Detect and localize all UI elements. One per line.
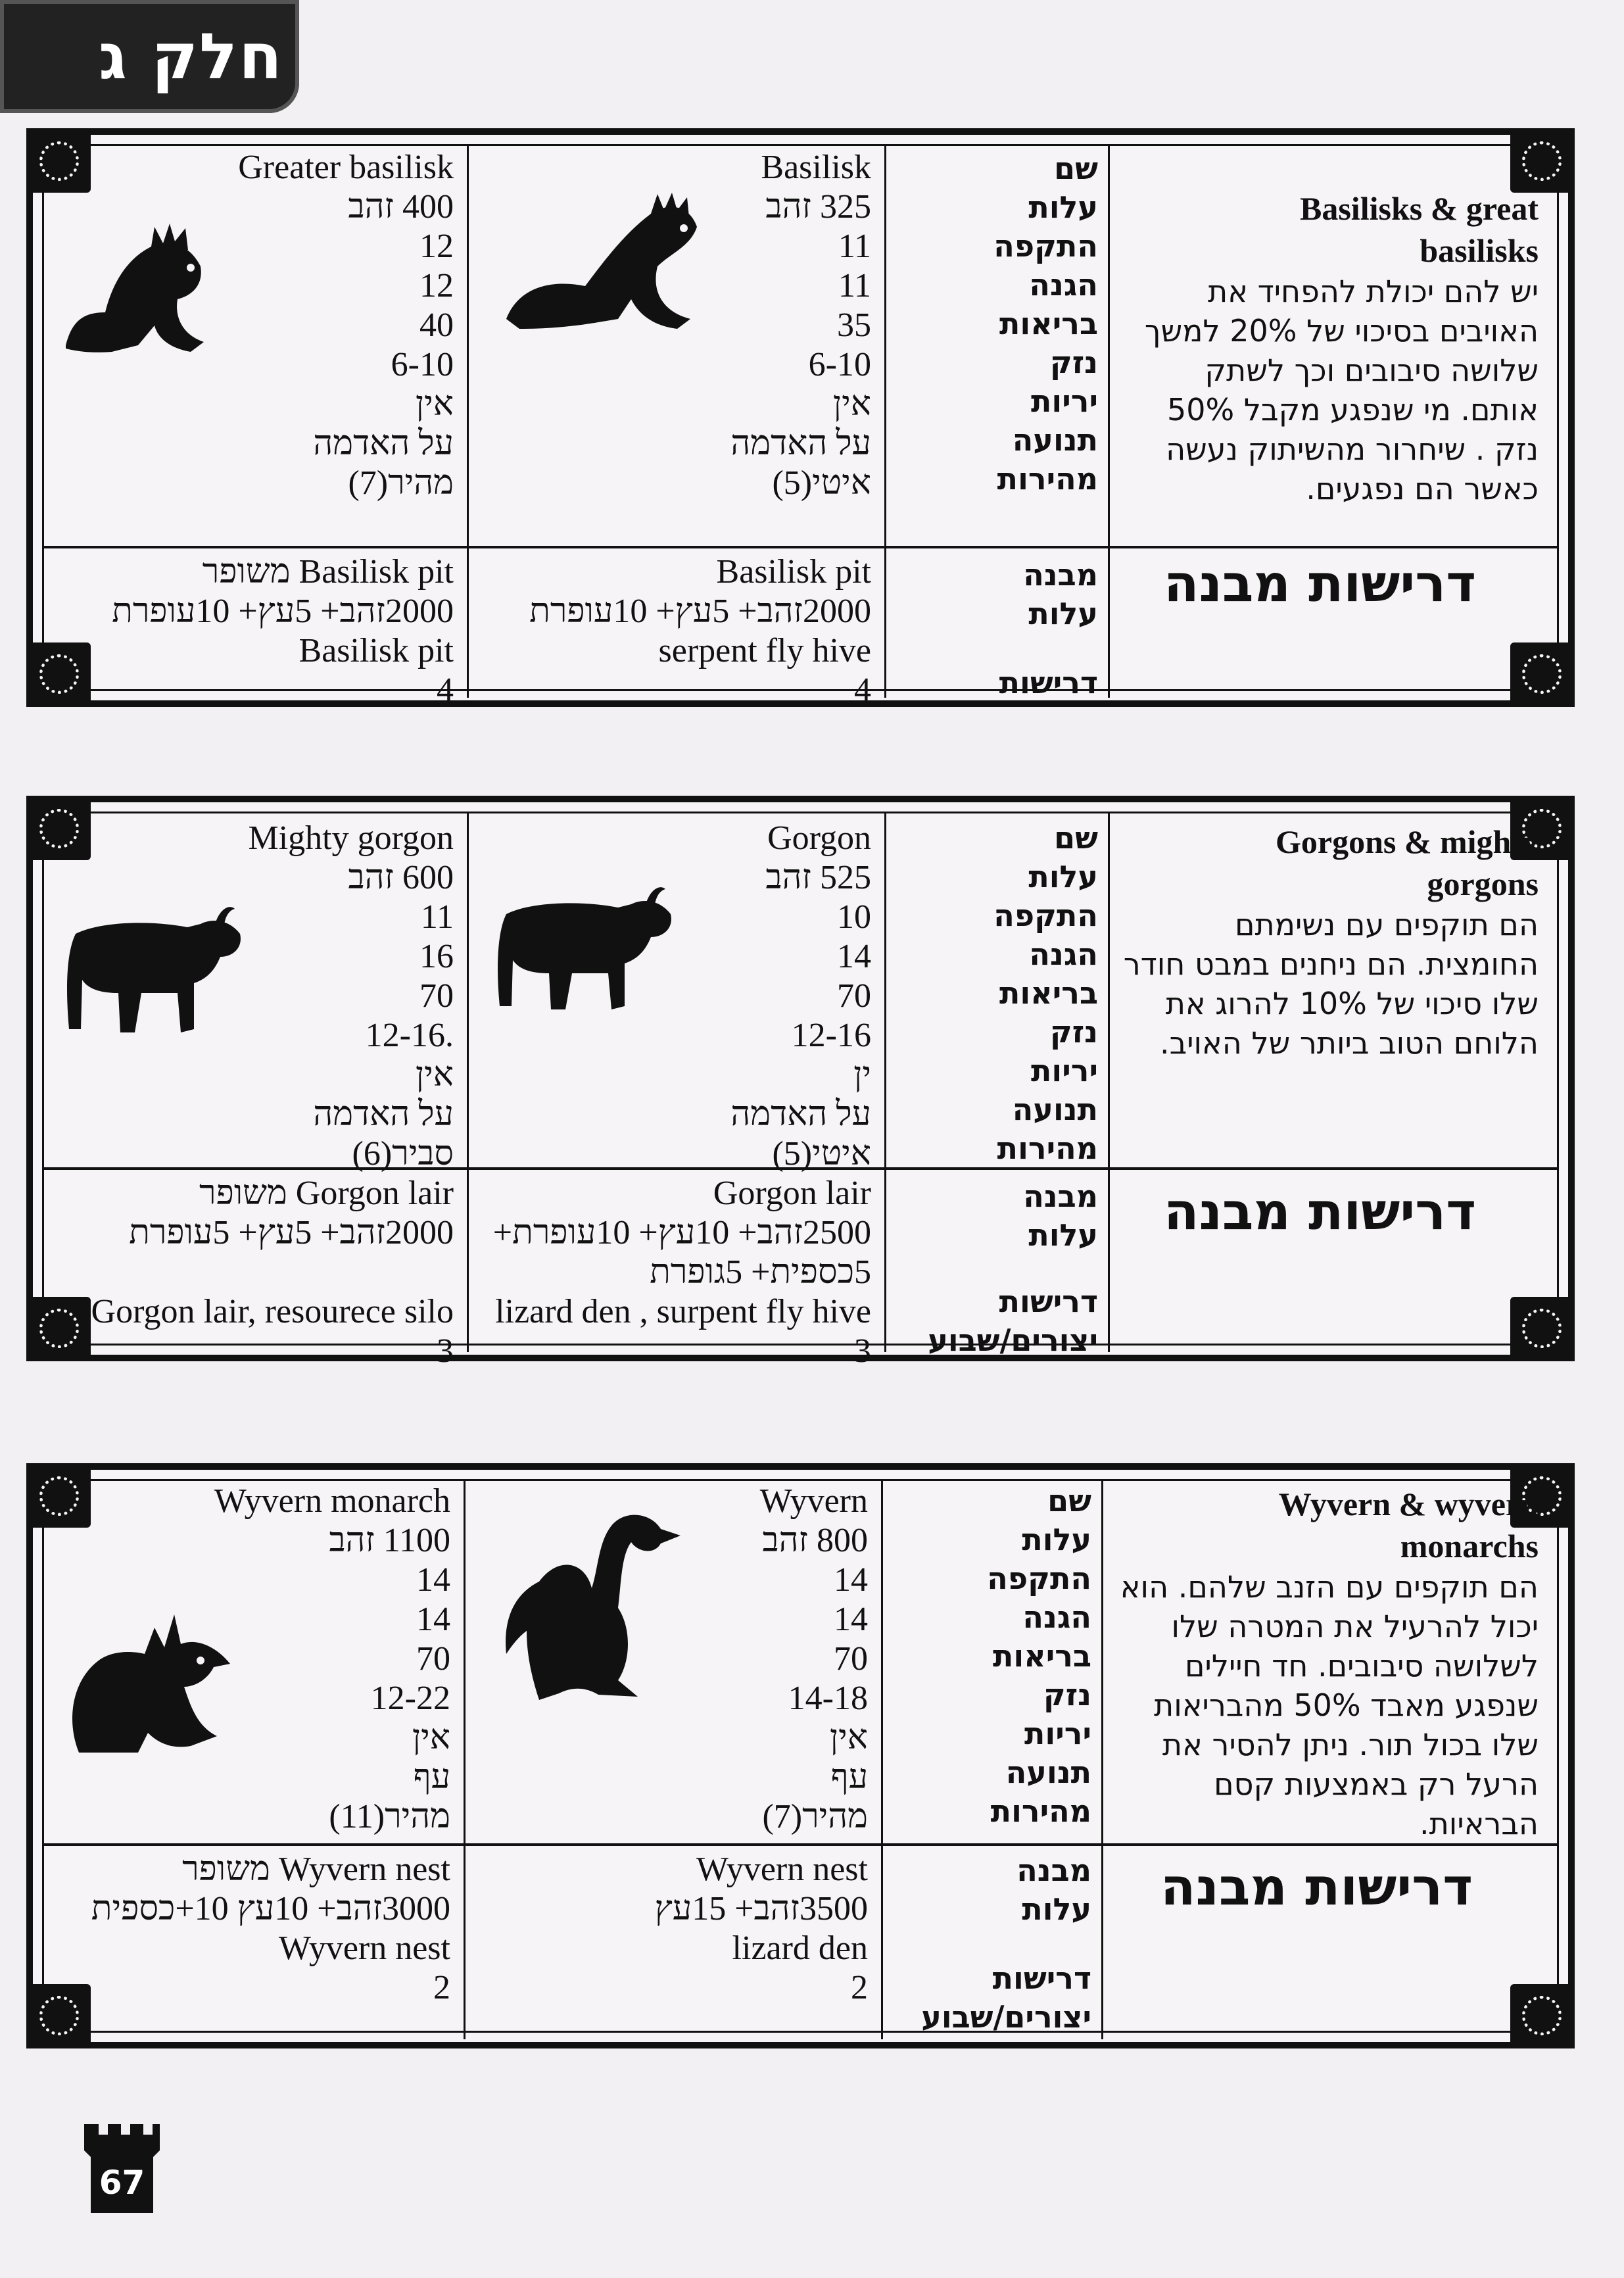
label-speed: מהירות [997, 1130, 1098, 1166]
unit-defense: 11 [838, 267, 871, 304]
column-divider [1108, 812, 1110, 1352]
gorgon-icon [493, 875, 684, 1019]
unit-name: Basilisk [761, 149, 871, 186]
building-growth: 3 [437, 1332, 454, 1370]
unit-health: 70 [416, 1640, 450, 1678]
unit-health: 40 [419, 306, 454, 344]
building-name: Gorgon lair [713, 1175, 871, 1212]
column-divider [1101, 1479, 1103, 2039]
unit-name: Wyvern [759, 1482, 868, 1520]
label-building-cost: עלות [1028, 596, 1098, 631]
unit-health: 70 [419, 977, 454, 1015]
unit-damage: 14-18 [788, 1680, 868, 1717]
unit-defense: 14 [416, 1601, 450, 1638]
requirements-title: דרישות מבנה [1160, 1858, 1473, 1917]
building-name: Basilisk pit משופר [202, 553, 454, 591]
greater-basilisk-icon [59, 214, 217, 358]
unit-health: 70 [834, 1640, 868, 1678]
building-basilisk [473, 552, 871, 710]
card-description [1118, 187, 1539, 508]
unit-movement: על האדמה [313, 1096, 454, 1133]
label-growth: יצורים/שבוע [921, 1999, 1091, 2035]
building-labels [891, 556, 1098, 702]
corner-ornament [1510, 642, 1573, 706]
building-requirements: Wyvern nest [278, 1929, 450, 1967]
label-name: שם [1054, 151, 1098, 186]
column-divider [881, 1479, 883, 2039]
unit-defense: 12 [419, 267, 454, 304]
column-divider [467, 812, 469, 1352]
card-description-text: הם תוקפים עם נשימתם החומצית. הם ניחנים במבט חודר שלו סיכוי של 10% להרוג את הלוחם הטוב ביותר של האויב. [1123, 907, 1539, 1061]
card-title-line-1: Gorgons & mighty [1276, 823, 1539, 860]
corner-ornament [1510, 1984, 1573, 2047]
unit-defense: 14 [834, 1601, 868, 1638]
mighty-gorgon-icon [62, 894, 253, 1046]
building-cost: 2000זהב+ 5עץ+ 5עופרת [129, 1214, 454, 1251]
unit-attack: 14 [834, 1561, 868, 1599]
unit-attack: 11 [838, 228, 871, 265]
column-divider [884, 812, 886, 1352]
unit-name: Wyvern monarch [214, 1482, 450, 1520]
label-shots: יריות [1031, 1053, 1098, 1088]
unit-damage: 12-16 [791, 1017, 871, 1054]
row-divider [42, 546, 1559, 548]
label-attack: התקפה [993, 898, 1098, 933]
building-labels [891, 1177, 1098, 1360]
label-defense: הגנה [1022, 1599, 1091, 1635]
card-title-line-1: Basilisks & great [1300, 190, 1539, 227]
unit-health: 35 [837, 306, 871, 344]
label-name: שם [1054, 820, 1098, 856]
unit-speed: מהיר(7) [348, 464, 454, 502]
unit-damage: 12-22 [370, 1680, 450, 1717]
card-title-line-2: monarchs [1400, 1528, 1539, 1564]
unit-cost: 1100 זהב [329, 1522, 450, 1559]
building-cost: 2000זהב+ 5עץ+ 10עופרת [529, 593, 871, 630]
unit-movement: על האדמה [730, 1096, 871, 1133]
label-building: מבנה [1016, 1853, 1091, 1888]
stat-labels [891, 819, 1098, 1168]
label-attack: התקפה [987, 1561, 1091, 1596]
label-shots: יריות [1031, 383, 1098, 419]
section-tab-label: חלק ג [99, 20, 284, 93]
card-description [1111, 1483, 1539, 1843]
card-title-line-2: basilisks [1420, 232, 1539, 269]
card-description [1118, 821, 1539, 1063]
building-cost: 3000זהב+ 10עץ 10+כספית [91, 1890, 450, 1927]
unit-name: Mighty gorgon [248, 819, 454, 857]
label-building-cost: עלות [1022, 1891, 1091, 1927]
label-shots: יריות [1024, 1716, 1091, 1751]
card-gorgons [26, 796, 1575, 1370]
unit-defense: 16 [419, 938, 454, 975]
building-requirements: serpent fly hive [658, 632, 871, 669]
unit-damage: .12-16 [365, 1017, 454, 1054]
basilisk-icon [493, 187, 710, 339]
column-divider [1108, 144, 1110, 698]
unit-cost: 600 זהב [348, 859, 454, 896]
unit-shots: ין [853, 1056, 871, 1094]
label-damage: נזק [1043, 1677, 1091, 1712]
unit-cost: 800 זהב [762, 1522, 868, 1559]
label-defense: הגנה [1029, 936, 1098, 972]
building-requirements: Basilisk pit [299, 632, 454, 669]
column-divider [884, 144, 886, 698]
building-wyvern-monarch [53, 1850, 450, 2008]
requirements-title: דרישות מבנה [1164, 554, 1477, 614]
building-cost-continued: 5כספית+ 5גופרת [650, 1253, 871, 1291]
label-movement: תנועה [1005, 1755, 1091, 1790]
building-growth: 4 [854, 671, 871, 709]
label-damage: נזק [1049, 345, 1098, 380]
column-divider [467, 144, 469, 698]
card-basilisks [26, 128, 1575, 707]
unit-attack: 14 [416, 1561, 450, 1599]
label-growth: יצורים/שבוע [928, 1322, 1098, 1358]
page-number: 67 [99, 2164, 145, 2202]
unit-shots: אין [412, 1719, 450, 1757]
unit-damage: 6-10 [391, 346, 454, 383]
building-growth: 2 [433, 1969, 450, 2006]
unit-movement: עף [413, 1758, 450, 1796]
building-cost: 2500זהב+ 10עץ+ 10עופרת+ [492, 1214, 871, 1251]
building-cost: 3500זהב+ 15עץ [654, 1890, 868, 1927]
building-cost: 2000זהב+ 5עץ+ 10עופרת [112, 593, 454, 630]
requirements-title: דרישות מבנה [1164, 1182, 1477, 1242]
label-cost: עלות [1028, 189, 1098, 225]
label-cost: עלות [1028, 859, 1098, 894]
unit-speed: סביר(6) [352, 1135, 454, 1173]
column-divider [464, 1479, 466, 2039]
card-title-line-1: Wyvern & wyvern [1278, 1486, 1539, 1522]
building-name: Basilisk pit [716, 553, 871, 591]
unit-shots: אין [832, 385, 871, 423]
building-requirements: lizard den , surpent fly hive [495, 1293, 871, 1330]
label-health: בריאות [999, 306, 1098, 341]
unit-cost: 325 זהב [765, 188, 871, 226]
label-speed: מהירות [997, 461, 1098, 497]
label-speed: מהירות [990, 1793, 1091, 1829]
unit-speed: מהיר(7) [762, 1798, 868, 1835]
unit-attack: 11 [420, 898, 454, 936]
unit-name: Gorgon [767, 819, 871, 857]
label-building-cost: עלות [1028, 1217, 1098, 1253]
label-requirements: דרישות [999, 1284, 1098, 1319]
unit-damage: 6-10 [808, 346, 871, 383]
unit-shots: אין [415, 385, 454, 423]
building-growth: 4 [437, 671, 454, 709]
unit-movement: על האדמה [730, 425, 871, 462]
label-movement: תנועה [1012, 1092, 1098, 1127]
wyvern-monarch-icon [66, 1588, 243, 1759]
building-mighty-gorgon [53, 1174, 454, 1371]
unit-movement: על האדמה [313, 425, 454, 462]
label-attack: התקפה [993, 228, 1098, 264]
building-name: Gorgon lair משופר [199, 1175, 454, 1212]
label-requirements: דרישות [992, 1960, 1091, 1996]
unit-movement: עף [830, 1758, 868, 1796]
building-name: Wyvern nest משופר [182, 1851, 450, 1888]
unit-cost: 525 זהב [765, 859, 871, 896]
unit-defense: 14 [837, 938, 871, 975]
unit-health: 70 [837, 977, 871, 1015]
building-name: Wyvern nest [696, 1851, 868, 1888]
card-description-text: הם תוקפים עם הזנב שלהם. הוא יכול להרעיל את המטרה שלו לשלושה סיבובים. חד חיילים שנפגע מאבד 50% מהבריאות שלו בכול תור. ניתן להסיר את הרעל רק באמצעות קסם הבראיות. [1120, 1569, 1539, 1841]
unit-shots: אין [415, 1056, 454, 1094]
unit-speed: איטי(5) [772, 1135, 871, 1173]
corner-ornament [1510, 1297, 1573, 1360]
row-divider [42, 1843, 1559, 1846]
unit-name: Greater basilisk [238, 149, 454, 186]
corner-ornament [1510, 130, 1573, 193]
card-wyverns [26, 1463, 1575, 2048]
building-labels [888, 1851, 1091, 2037]
stat-labels [891, 149, 1098, 498]
card-title-line-2: gorgons [1427, 865, 1539, 902]
building-growth: 3 [854, 1332, 871, 1370]
card-description-text: יש להם יכולת להפחיד את האויבים בסיכוי של 20% למשך שלושה סיבובים וכך לשתק אותם. מי שנפגע מקבל 50% נזק . שיחרור מהשיתוק נעשה כאשר הם נפגעים. [1144, 274, 1539, 506]
label-requirements: דרישות [999, 665, 1098, 700]
label-name: שם [1047, 1483, 1091, 1518]
unit-attack: 10 [837, 898, 871, 936]
building-growth: 2 [851, 1969, 868, 2006]
building-cost-continued [53, 1253, 454, 1292]
building-requirements: Gorgon lair, resourece silo [91, 1293, 454, 1330]
building-requirements: lizard den [732, 1929, 868, 1967]
label-building: מבנה [1023, 557, 1098, 593]
building-wyvern [470, 1850, 868, 2008]
stat-labels [888, 1482, 1091, 1831]
wyvern-icon [500, 1503, 697, 1707]
unit-shots: אין [829, 1719, 868, 1757]
label-defense: הגנה [1029, 267, 1098, 303]
label-movement: תנועה [1012, 422, 1098, 458]
label-health: בריאות [999, 975, 1098, 1011]
label-damage: נזק [1049, 1014, 1098, 1050]
unit-attack: 12 [419, 228, 454, 265]
label-cost: עלות [1022, 1522, 1091, 1557]
unit-cost: 400 זהב [348, 188, 454, 226]
unit-speed: מהיר(11) [329, 1798, 450, 1835]
building-gorgon [473, 1174, 871, 1371]
label-building: מבנה [1023, 1178, 1098, 1214]
building-greater-basilisk [53, 552, 454, 710]
unit-speed: איטי(5) [772, 464, 871, 502]
label-health: בריאות [993, 1638, 1091, 1674]
section-tab [0, 0, 299, 113]
